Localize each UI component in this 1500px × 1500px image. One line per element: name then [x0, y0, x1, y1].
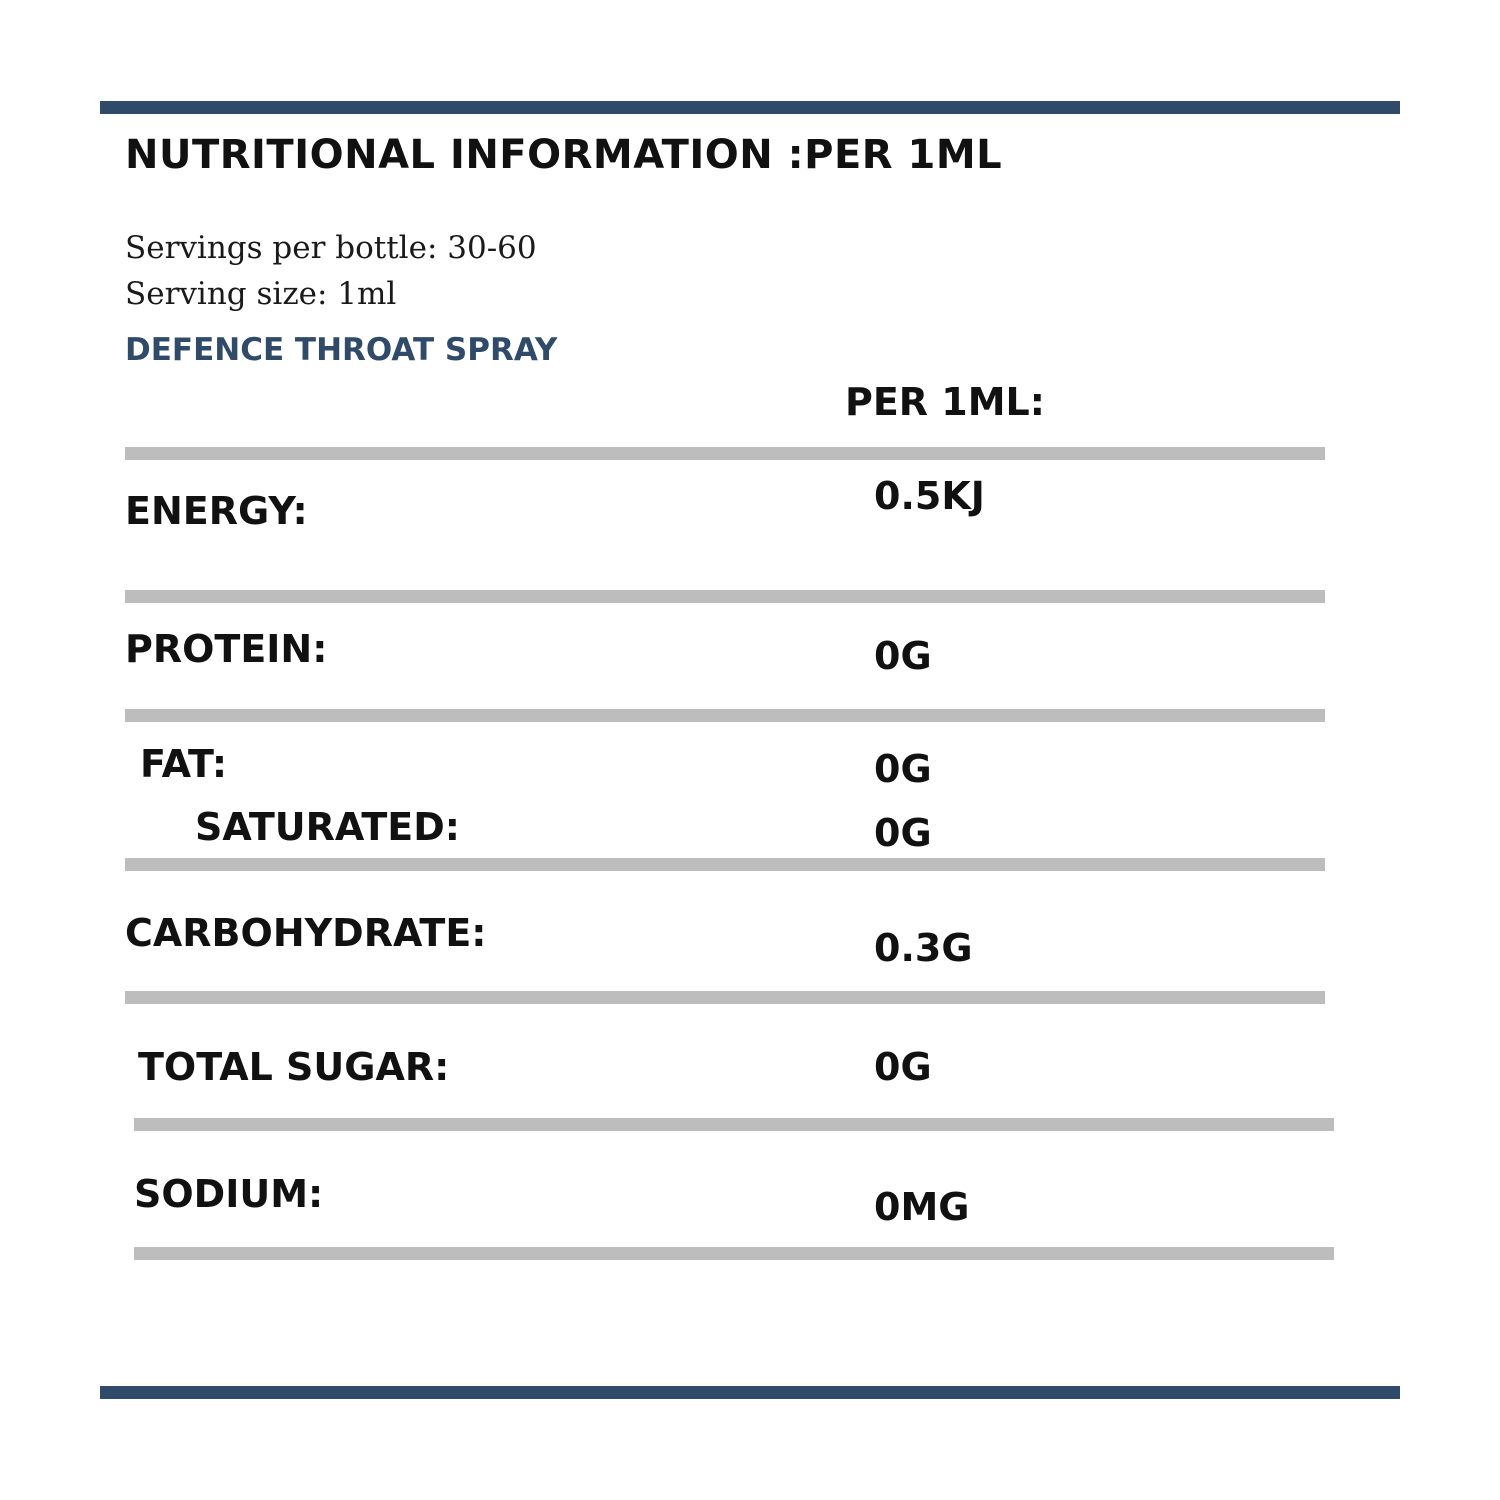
- table-divider: [134, 1247, 1334, 1260]
- table-divider: [125, 991, 1325, 1004]
- table-divider: [134, 1118, 1334, 1131]
- table-divider: [125, 590, 1325, 603]
- nutrient-label-saturated: SATURATED:: [195, 805, 460, 849]
- nutrient-value-energy: 0.5KJ: [874, 474, 985, 518]
- nutrient-value-protein: 0G: [874, 634, 932, 678]
- top-border: [100, 101, 1400, 114]
- nutrient-value-saturated: 0G: [874, 811, 932, 855]
- nutrient-label-energy: ENERGY:: [125, 489, 308, 533]
- servings-per-bottle: Servings per bottle: 30-60: [125, 230, 537, 266]
- nutrient-label-carbohydrate: CARBOHYDRATE:: [125, 911, 487, 955]
- table-divider: [125, 858, 1325, 871]
- nutrient-value-carbohydrate: 0.3G: [874, 926, 973, 970]
- page-title: NUTRITIONAL INFORMATION :PER 1ML: [125, 132, 1003, 178]
- nutrient-label-protein: PROTEIN:: [125, 627, 328, 671]
- serving-size: Serving size: 1ml: [125, 276, 397, 312]
- nutrient-label-fat: FAT:: [140, 742, 228, 786]
- nutrient-label-total-sugar: TOTAL SUGAR:: [138, 1045, 450, 1089]
- bottom-border: [100, 1386, 1400, 1399]
- product-name: DEFENCE THROAT SPRAY: [125, 332, 558, 368]
- nutrient-label-sodium: SODIUM:: [134, 1172, 324, 1216]
- column-header: PER 1ML:: [845, 380, 1045, 424]
- table-divider: [125, 709, 1325, 722]
- nutrient-value-total-sugar: 0G: [874, 1045, 932, 1089]
- nutrient-value-fat: 0G: [874, 747, 932, 791]
- nutrient-value-sodium: 0MG: [874, 1185, 970, 1229]
- table-divider: [125, 447, 1325, 460]
